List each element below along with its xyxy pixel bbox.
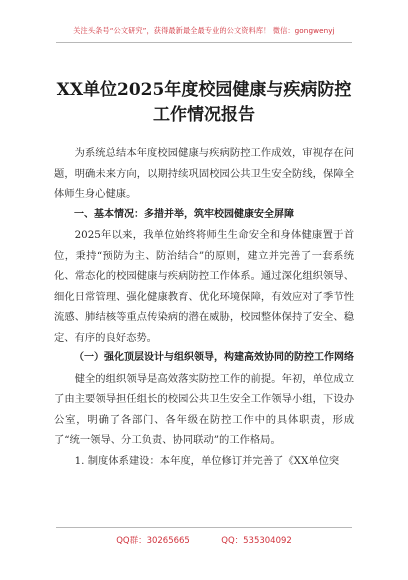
- subsection-1-paragraph: 健全的组织领导是高效落实防控工作的前提。年初，单位成立了由主要领导担任组长的校园公共卫生安全工作领导小组，下设办公室，明确了各部门、各年级在防控工作中的具体职责，形成了“统一领导、分工负责、协同联动”的工作格局。: [54, 372, 354, 446]
- document-title: XX单位2025年度校园健康与疾病防控工作情况报告: [56, 80, 352, 125]
- section-1-paragraph: 2025年以来，我单位始终将师生生命安全和身体健康置于首位，秉持“预防为主、防治结合”的原则，建立并完善了一套系统化、常态化的校园健康与疾病防控工作体系。通过深化组织领导、细化日常管理、强化健康教育、优化环境保障，有效应对了季节性流感、肺结核等重点传染病的潜在威胁，校园整体保持了安全、稳定、有序的良好态势。: [54, 229, 354, 344]
- item-1-paragraph: 1. 制度体系建设：本年度，单位修订并完善了《XX单位突: [74, 454, 340, 467]
- header-banner: 关注头条号“公文研究”，获得最新最全最专业的公文资料库！ 微信：gongwenyj: [73, 26, 335, 35]
- footer-qq-group: QQ群：30265665: [116, 536, 190, 546]
- subsection-1-heading: （一）强化顶层设计与组织领导，构建高效协同的防控工作网络: [74, 352, 354, 363]
- intro-paragraph: 为系统总结本年度校园健康与疾病防控工作成效，审视存在问题，明确未来方向，以期持续巩固校园公共卫生安全防线，保障全体师生身心健康。: [54, 147, 354, 200]
- footer: [0, 534, 408, 546]
- section-1-heading: 一、基本情况：多措并举，筑牢校园健康安全屏障: [74, 208, 294, 220]
- document-body: [54, 143, 354, 471]
- header-divider: [56, 42, 352, 43]
- footer-qq-number: QQ：535304092: [221, 536, 292, 546]
- footer-divider: [56, 527, 352, 528]
